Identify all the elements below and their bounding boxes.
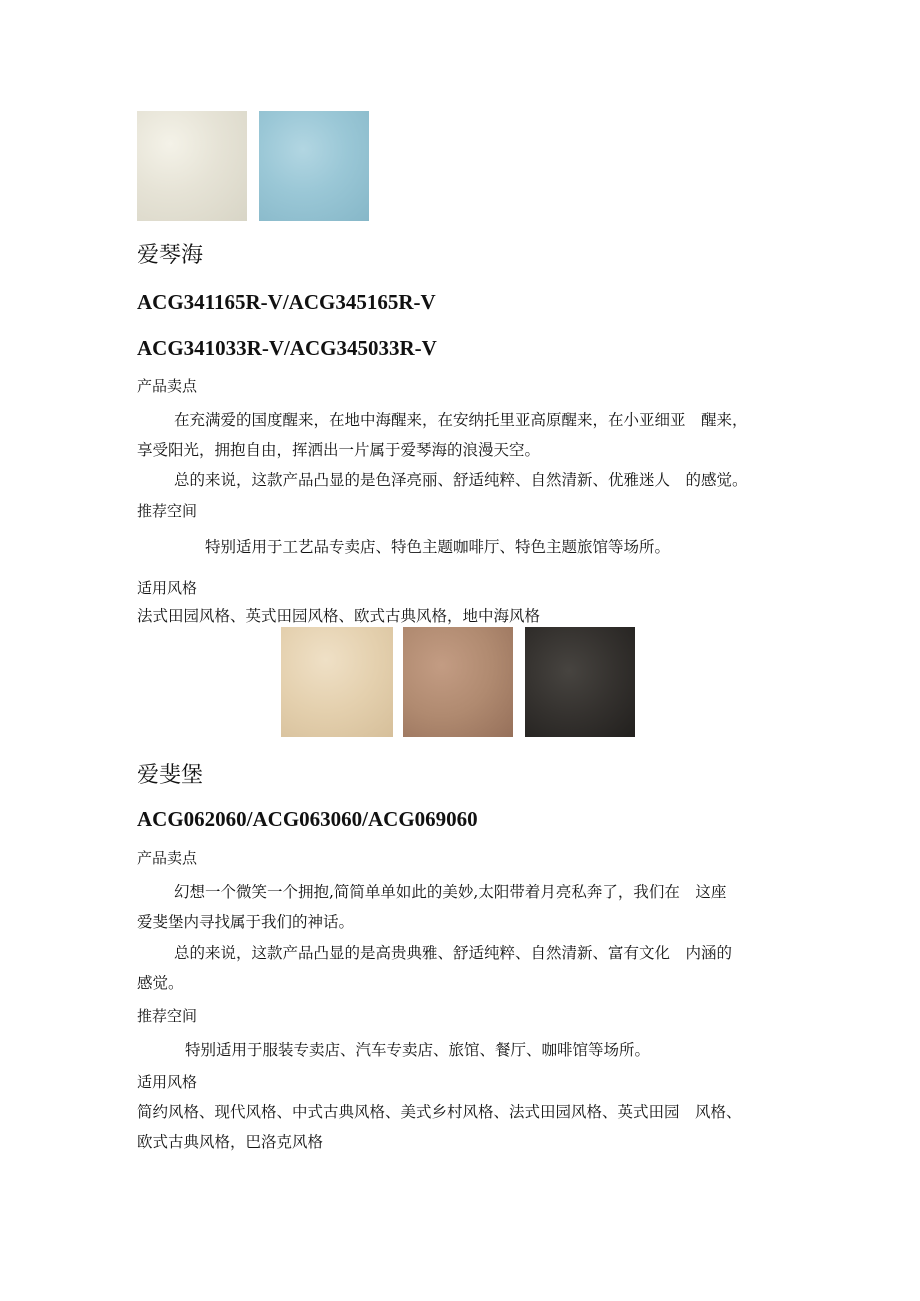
summary-text: 总的来说，这款产品凸显的是色泽亮丽、舒适纯粹、自然清新、优雅迷人 的感觉。 xyxy=(174,471,748,489)
selling-point-text: 爱斐堡内寻找属于我们的神话。 xyxy=(137,913,355,931)
tile-swatch-blue xyxy=(259,111,369,221)
product-code: ACG062060/ACG063060/ACG069060 xyxy=(137,807,478,831)
section-label-space: 推荐空间 xyxy=(137,502,198,520)
tile-swatch-beige xyxy=(281,627,393,737)
series-title: 爱琴海 xyxy=(137,243,204,268)
selling-point-text: 幻想一个微笑一个拥抱,简简单单如此的美妙,太阳带着月亮私奔了，我们在 这座 xyxy=(174,883,727,901)
series-title: 爱斐堡 xyxy=(137,763,204,788)
tile-swatch-cream xyxy=(137,111,247,221)
section-label-style: 适用风格 xyxy=(137,579,198,597)
tile-swatch-brown xyxy=(403,627,513,737)
section-label-selling-point: 产品卖点 xyxy=(137,849,198,867)
style-text: 欧式古典风格，巴洛克风格 xyxy=(137,1133,324,1151)
section-label-selling-point: 产品卖点 xyxy=(137,377,198,395)
section-label-style: 适用风格 xyxy=(137,1073,198,1091)
space-text: 特别适用于工艺品专卖店、特色主题咖啡厅、特色主题旅馆等场所。 xyxy=(205,538,671,556)
style-text: 简约风格、现代风格、中式古典风格、美式乡村风格、法式田园风格、英式田园 风格、 xyxy=(137,1103,742,1121)
tile-swatch-dark xyxy=(525,627,635,737)
product-code: ACG341033R-V/ACG345033R-V xyxy=(137,336,437,360)
selling-point-text: 在充满爱的国度醒来，在地中海醒来，在安纳托里亚高原醒来，在小亚细亚 醒来， xyxy=(174,411,748,429)
summary-text: 感觉。 xyxy=(137,974,184,992)
product-code: ACG341165R-V/ACG345165R-V xyxy=(137,290,436,314)
section-label-space: 推荐空间 xyxy=(137,1007,198,1025)
summary-text: 总的来说，这款产品凸显的是高贵典雅、舒适纯粹、自然清新、富有文化 内涵的 xyxy=(174,944,733,962)
selling-point-text: 享受阳光，拥抱自由，挥洒出一片属于爱琴海的浪漫天空。 xyxy=(137,441,541,459)
style-text: 法式田园风格、英式田园风格、欧式古典风格，地中海风格 xyxy=(137,607,541,625)
space-text: 特别适用于服装专卖店、汽车专卖店、旅馆、餐厅、咖啡馆等场所。 xyxy=(185,1041,651,1059)
